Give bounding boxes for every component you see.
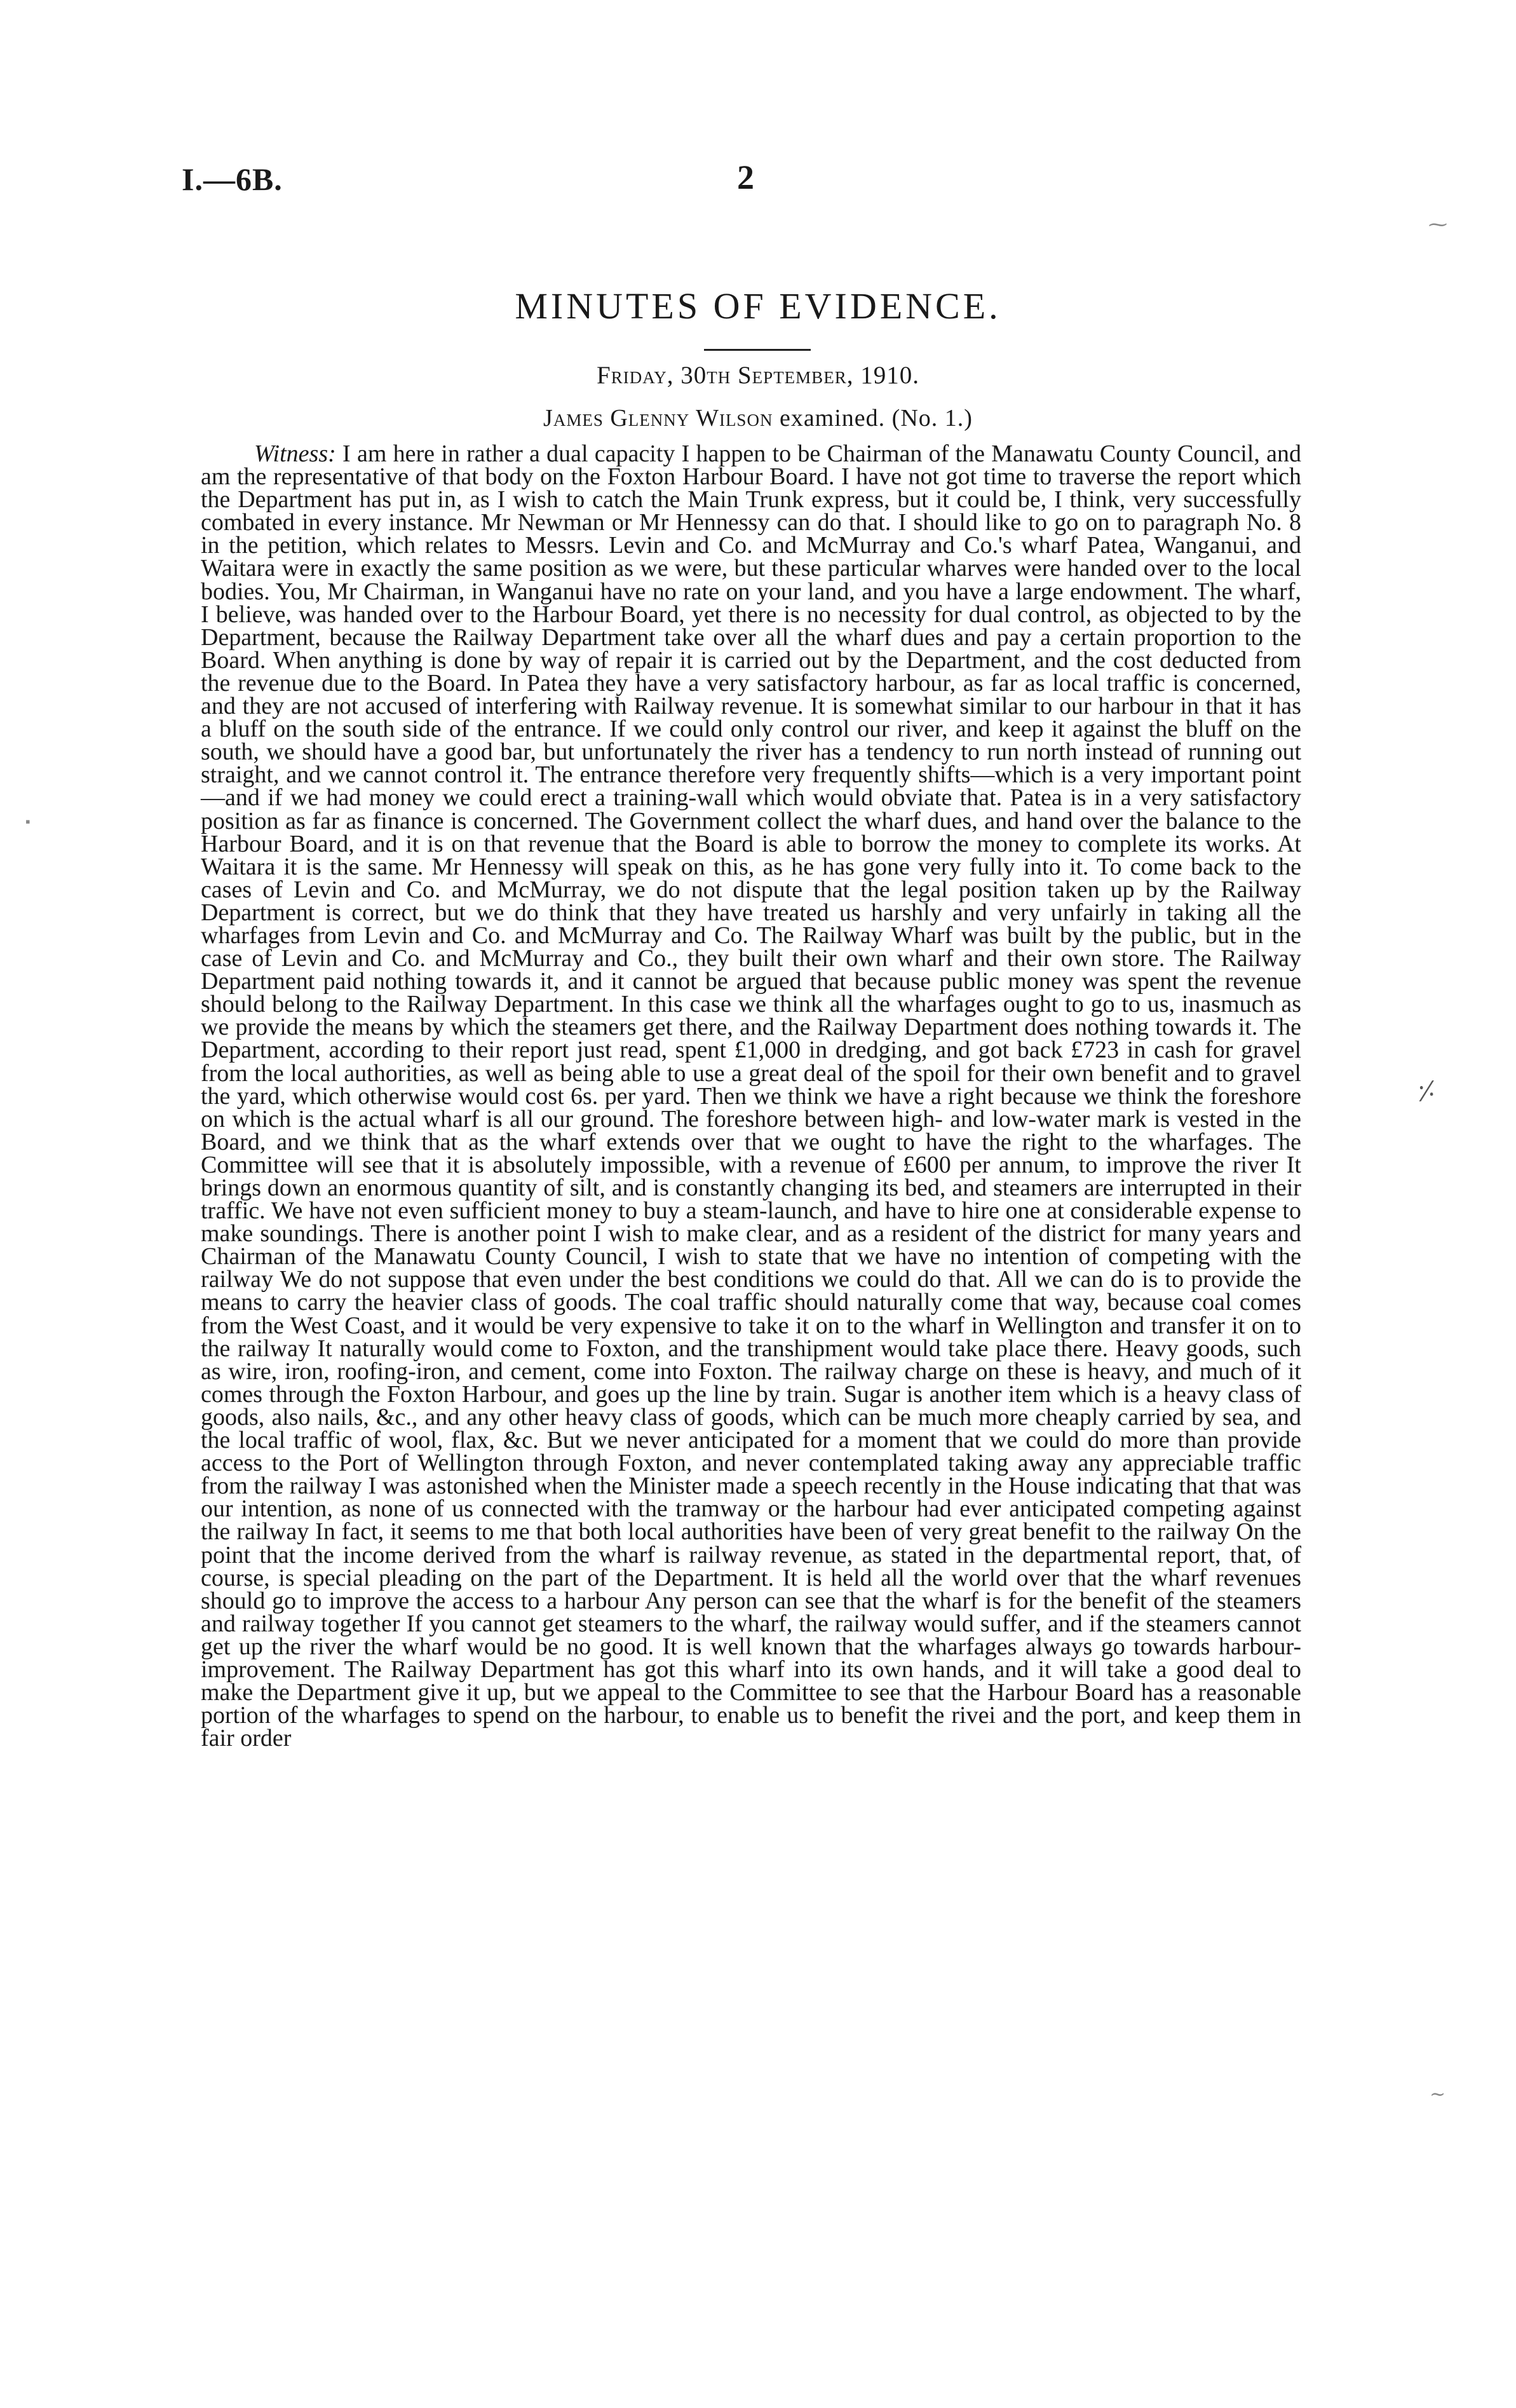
witness-examined-label: examined. xyxy=(779,405,886,432)
margin-dot-mark: ▪ xyxy=(25,813,30,829)
hearing-date: Friday, 30th September, 1910. xyxy=(597,362,919,389)
evidence-body: I am here in rather a dual capacity I happen to be Chairman of the Manawatu County Council, and am the representative of that body on the Foxton Harbour Board. I have not got time to traverse the report which the Department has put in, as I wish to catch the Main Trunk express, but it could be, I think, very successfully combated in every instance. Mr Newman or Mr Hennessy can do that. I should like to go on to paragraph No. 8 in the petition, which relates to Messrs. Levin and Co. and McMurray and Co.'s wharf Patea, Wanganui, and Waitara were in exactly the same position as we were, but these particular wharves were handed over to the local bodies. You, Mr Chairman, in Wanganui have no rate on your land, and you have a large endowment. The wharf, I believe, was handed over to the Harbour Board, yet there is no necessity for dual control, as objected to by the Department, because the Railway Department take over all the wharf dues and pay a certain proportion to the Board. When anything is done by way of repair it is carried out by the Department, and the cost deducted from the revenue due to the Board. In Patea they have a very satisfactory harbour, as far as local traffic is concerned, and they are not accused of interfering with Railway revenue. It is somewhat similar to our harbour in that it has a bluff on the south side of the entrance. If we could only control our river, and keep it against the bluff on the south, we should have a good bar, but unfortunately the river has a tendency to run north instead of running out straight, and we cannot control it. The entrance therefore very frequently shifts—which is a very important point—and if we had money we could erect a training-wall which would obviate that. Patea is in a very satisfactory position as far as finance is concerned. The Government collect the wharf dues, and hand over the balance to the Harbour Board, and it is on that revenue that the Board is able to borrow the money to complete its works. At Waitara it is the same. Mr Hennessy will speak on this, as he has gone very fully into it. To come back to the cases of Levin and Co. and McMurray, we do not dispute that the legal position taken up by the Railway Department is correct, but we do think that they have treated us harshly and very unfairly in taking all the wharfages from Levin and Co. and McMurray and Co. The Railway Wharf was built by the public, but in the case of Levin and Co. and McMurray and Co., they built their own wharf and their own store. The Railway Department paid nothing towards it, and it cannot be argued that because public money was spent the revenue should belong to the Railway Department. In this case we think all the wharfages ought to go to us, inasmuch as we provide the means by which the steamers get there, and the Railway Department does nothing towards it. The Department, according to their report just read, spent £1,000 in dredging, and got back £723 in cash for gravel from the local authorities, as well as being able to use a great deal of the spoil for their own benefit and to gravel the yard, which otherwise would cost 6s. per yard. Then we think we have a right because we think the foreshore on which is the actual wharf is all our ground. The foreshore between high- and low-water mark is vested in the Board, and we think that as the wharf extends over that we ought to have the right to the wharfages. The Committee will see that it is absolutely impossible, with a revenue of £600 per annum, to improve the river It brings down an enormous quantity of silt, and is constantly changing its bed, and steamers are interrupted in their traffic. We have not even sufficient money to buy a steam-launch, and have to hire one at considerable expense to make soundings. There is another point I wish to make clear, and as a resident of the district for many years and Chairman of the Manawatu County Council, I wish to state that we have no intention of competing with the railway We do not suppose that even under the best conditions we could do that. All we can do is to provide the means to carry the heavier class of goods. The coal traffic should naturally come that way, because coal comes from the West Coast, and it would be very expensive to take it on to the wharf in Wellington and transfer it on to the railway It naturally would come to Foxton, and the transhipment would take place there. Heavy goods, such as wire, iron, roofing-iron, and cement, come into Foxton. The railway charge on these is heavy, and much of it comes through the Foxton Harbour, and goes up the line by train. Sugar is another item which is a heavy class of goods, also nails, &c., and any other heavy class of goods, which can be much more cheaply carried by sea, and the local traffic of wool, flax, &c. But we never anticipated for a moment that we could do more than provide access to the Port of Wellington through Foxton, and never contemplated taking away any appreciable traffic from the railway I was astonished when the Minister made a speech recently in the House indicating that that was our intention, as none of us connected with the tramway or the harbour had ever anticipated competing against the railway In fact, it seems to me that both local authorities have been of very great benefit to the railway On the point that the income derived from the wharf is railway revenue, as stated in the departmental report, that, of course, is special pleading on the part of the Department. It is held all the world over that the wharf revenues should go to improve the access to a harbour Any person can see that the wharf is for the benefit of the steamers and railway together If you cannot get steamers to the wharf, the railway would suffer, and if the steamers cannot get up the river the wharf would be no good. It is well known that the wharfages always go towards harbour-improvement. The Railway Department has got this wharf into its own hands, and it will take a good deal to make the Department give it up, but we appeal to the Committee to see that the Harbour Board has a reasonable portion of the wharfages to spend on the harbour, to enable us to benefit the rivei and the port, and keep them in fair order xyxy=(201,440,1301,1752)
page-number: 2 xyxy=(737,158,754,196)
evidence-paragraph xyxy=(201,442,1301,1750)
witness-name: James Glenny Wilson xyxy=(543,405,773,432)
margin-pen-mark: ⸓ xyxy=(1417,1075,1437,1108)
margin-scratch-mark: ∼ xyxy=(1430,2084,1446,2105)
title-rule xyxy=(704,349,811,351)
speaker-label: Witness: xyxy=(254,440,336,467)
witness-heading xyxy=(0,404,1516,432)
margin-scratch-mark: ⁓ xyxy=(1428,214,1447,235)
document-title: MINUTES OF EVIDENCE. xyxy=(515,285,1001,327)
witness-number: (No. 1.) xyxy=(891,405,973,432)
page-identifier: I.—6B. xyxy=(182,161,283,197)
